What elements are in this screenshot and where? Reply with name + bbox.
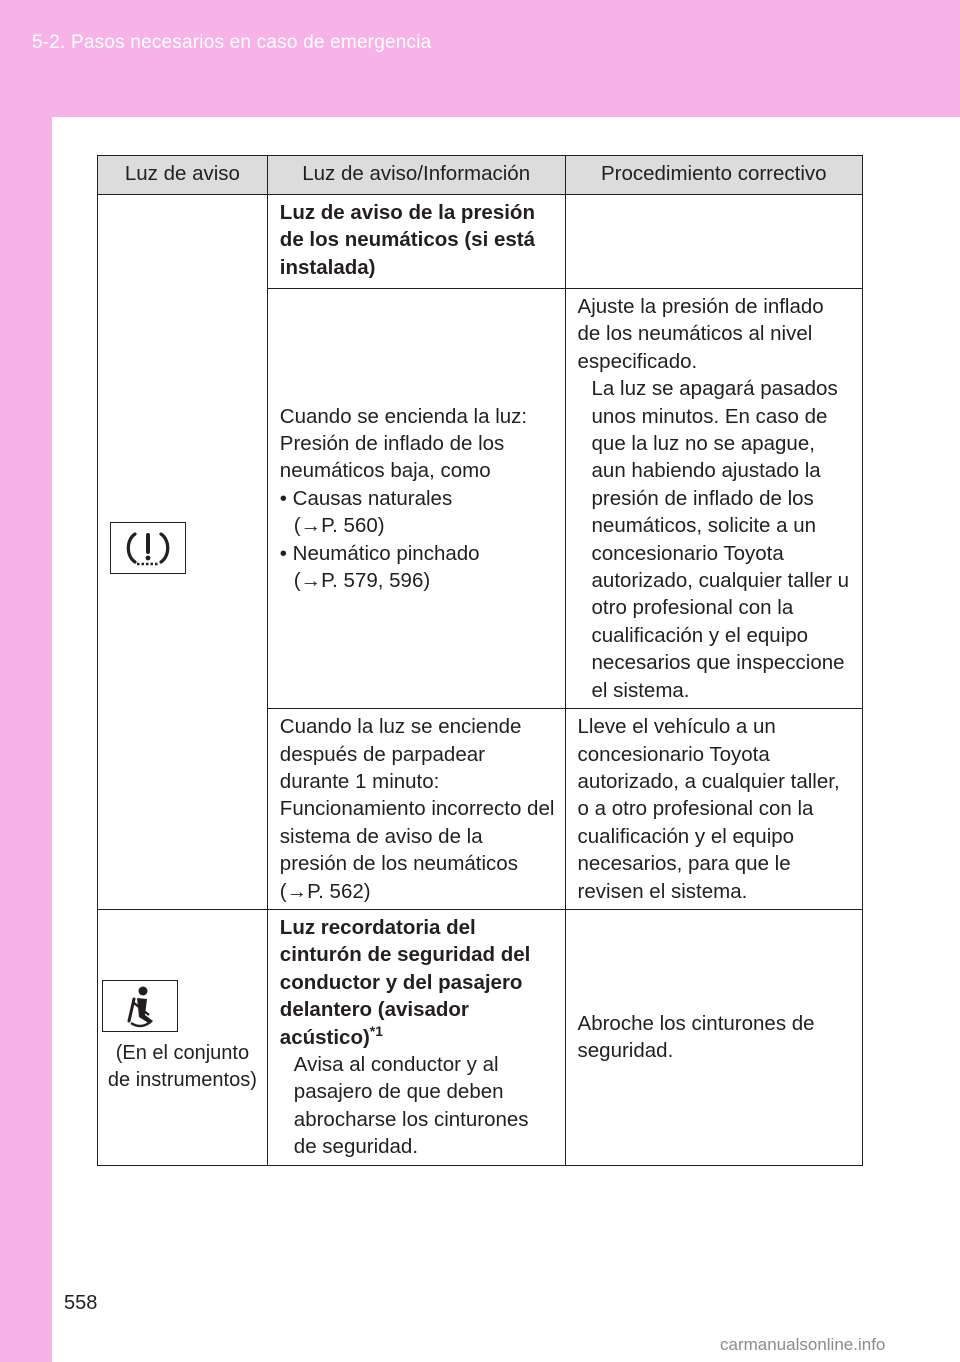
tpms-info-cell (267, 289, 565, 709)
icon-location-note: (En el conjunto de instrumentos) (107, 1041, 257, 1091)
tpms-malfunction-info: Cuando la luz se enciende después de parpadear durante 1 minuto: Funcionamiento incorrecto del sistema de aviso de la presión de los neumáticos (→P. 562) (267, 709, 565, 910)
page-reference: (→P. 579, 596) (293, 569, 431, 593)
watermark: carmanualsonline.info (720, 1335, 886, 1354)
column-header: Luz de aviso (98, 156, 268, 195)
page-number: 558 (64, 1292, 98, 1314)
table-header-row (98, 156, 863, 195)
column-header: Luz de aviso/Información (267, 156, 565, 195)
tire-pressure-warning-icon (110, 522, 186, 574)
seatbelt-description: Avisa al conductor y al pasajero de que deben abrocharse los cinturones de seguridad. (293, 1052, 529, 1159)
warning-table (97, 155, 863, 1166)
seatbelt-info-cell (267, 909, 565, 1165)
header-band (0, 0, 960, 117)
info-line: Cuando se encienda la luz: (279, 404, 528, 428)
info-line: • Causas naturales (279, 486, 453, 510)
side-strip (0, 117, 52, 1362)
tpms-title: Luz de aviso de la presión de los neumáticos (si está instalada) (267, 195, 565, 289)
action-note: La luz se apagará pasados unos minutos. En caso de que la luz no se apague, aun habiendo ajustado la presión de inflado de los neumáticos, solicite a un concesionario Toyota autorizado, cualquier taller u otro profesional con la cualificación y el equipo necesarios que inspeccione el sistema. (591, 377, 850, 702)
section-title: 5-2. Pasos necesarios en caso de emergencia (32, 32, 432, 53)
column-header: Procedimiento correctivo (565, 156, 862, 195)
seatbelt-icon-cell (98, 909, 268, 1165)
seatbelt-title (280, 914, 555, 1051)
action-main: Ajuste la presión de inflado de los neumáticos al nivel especificado. (577, 295, 824, 373)
info-line: • Neumático pinchado (279, 541, 480, 565)
seatbelt-title-text: Luz recordatoria del cinturón de seguridad del conductor y del pasajero delantero (avisador acústico) (279, 915, 531, 1049)
tpms-malfunction-action: Lleve el vehículo a un concesionario Toyota autorizado, a cualquier taller, o a otro profesional con la cualificación y el equipo necesarios, para que le revisen el sistema. (565, 709, 862, 910)
tpms-action-cell (565, 289, 862, 709)
tpms-icon-cell (98, 195, 268, 910)
table-row (98, 909, 863, 1165)
seatbelt-reminder-icon (102, 980, 178, 1032)
info-line: Presión de inflado de los neumáticos baja, como (279, 432, 505, 483)
table-row (98, 195, 863, 289)
footnote-marker: *1 (369, 1022, 384, 1039)
tpms-title-action (565, 195, 862, 289)
seatbelt-action: Abroche los cinturones de seguridad. (565, 909, 862, 1165)
page-reference: (→P. 560) (293, 514, 385, 538)
